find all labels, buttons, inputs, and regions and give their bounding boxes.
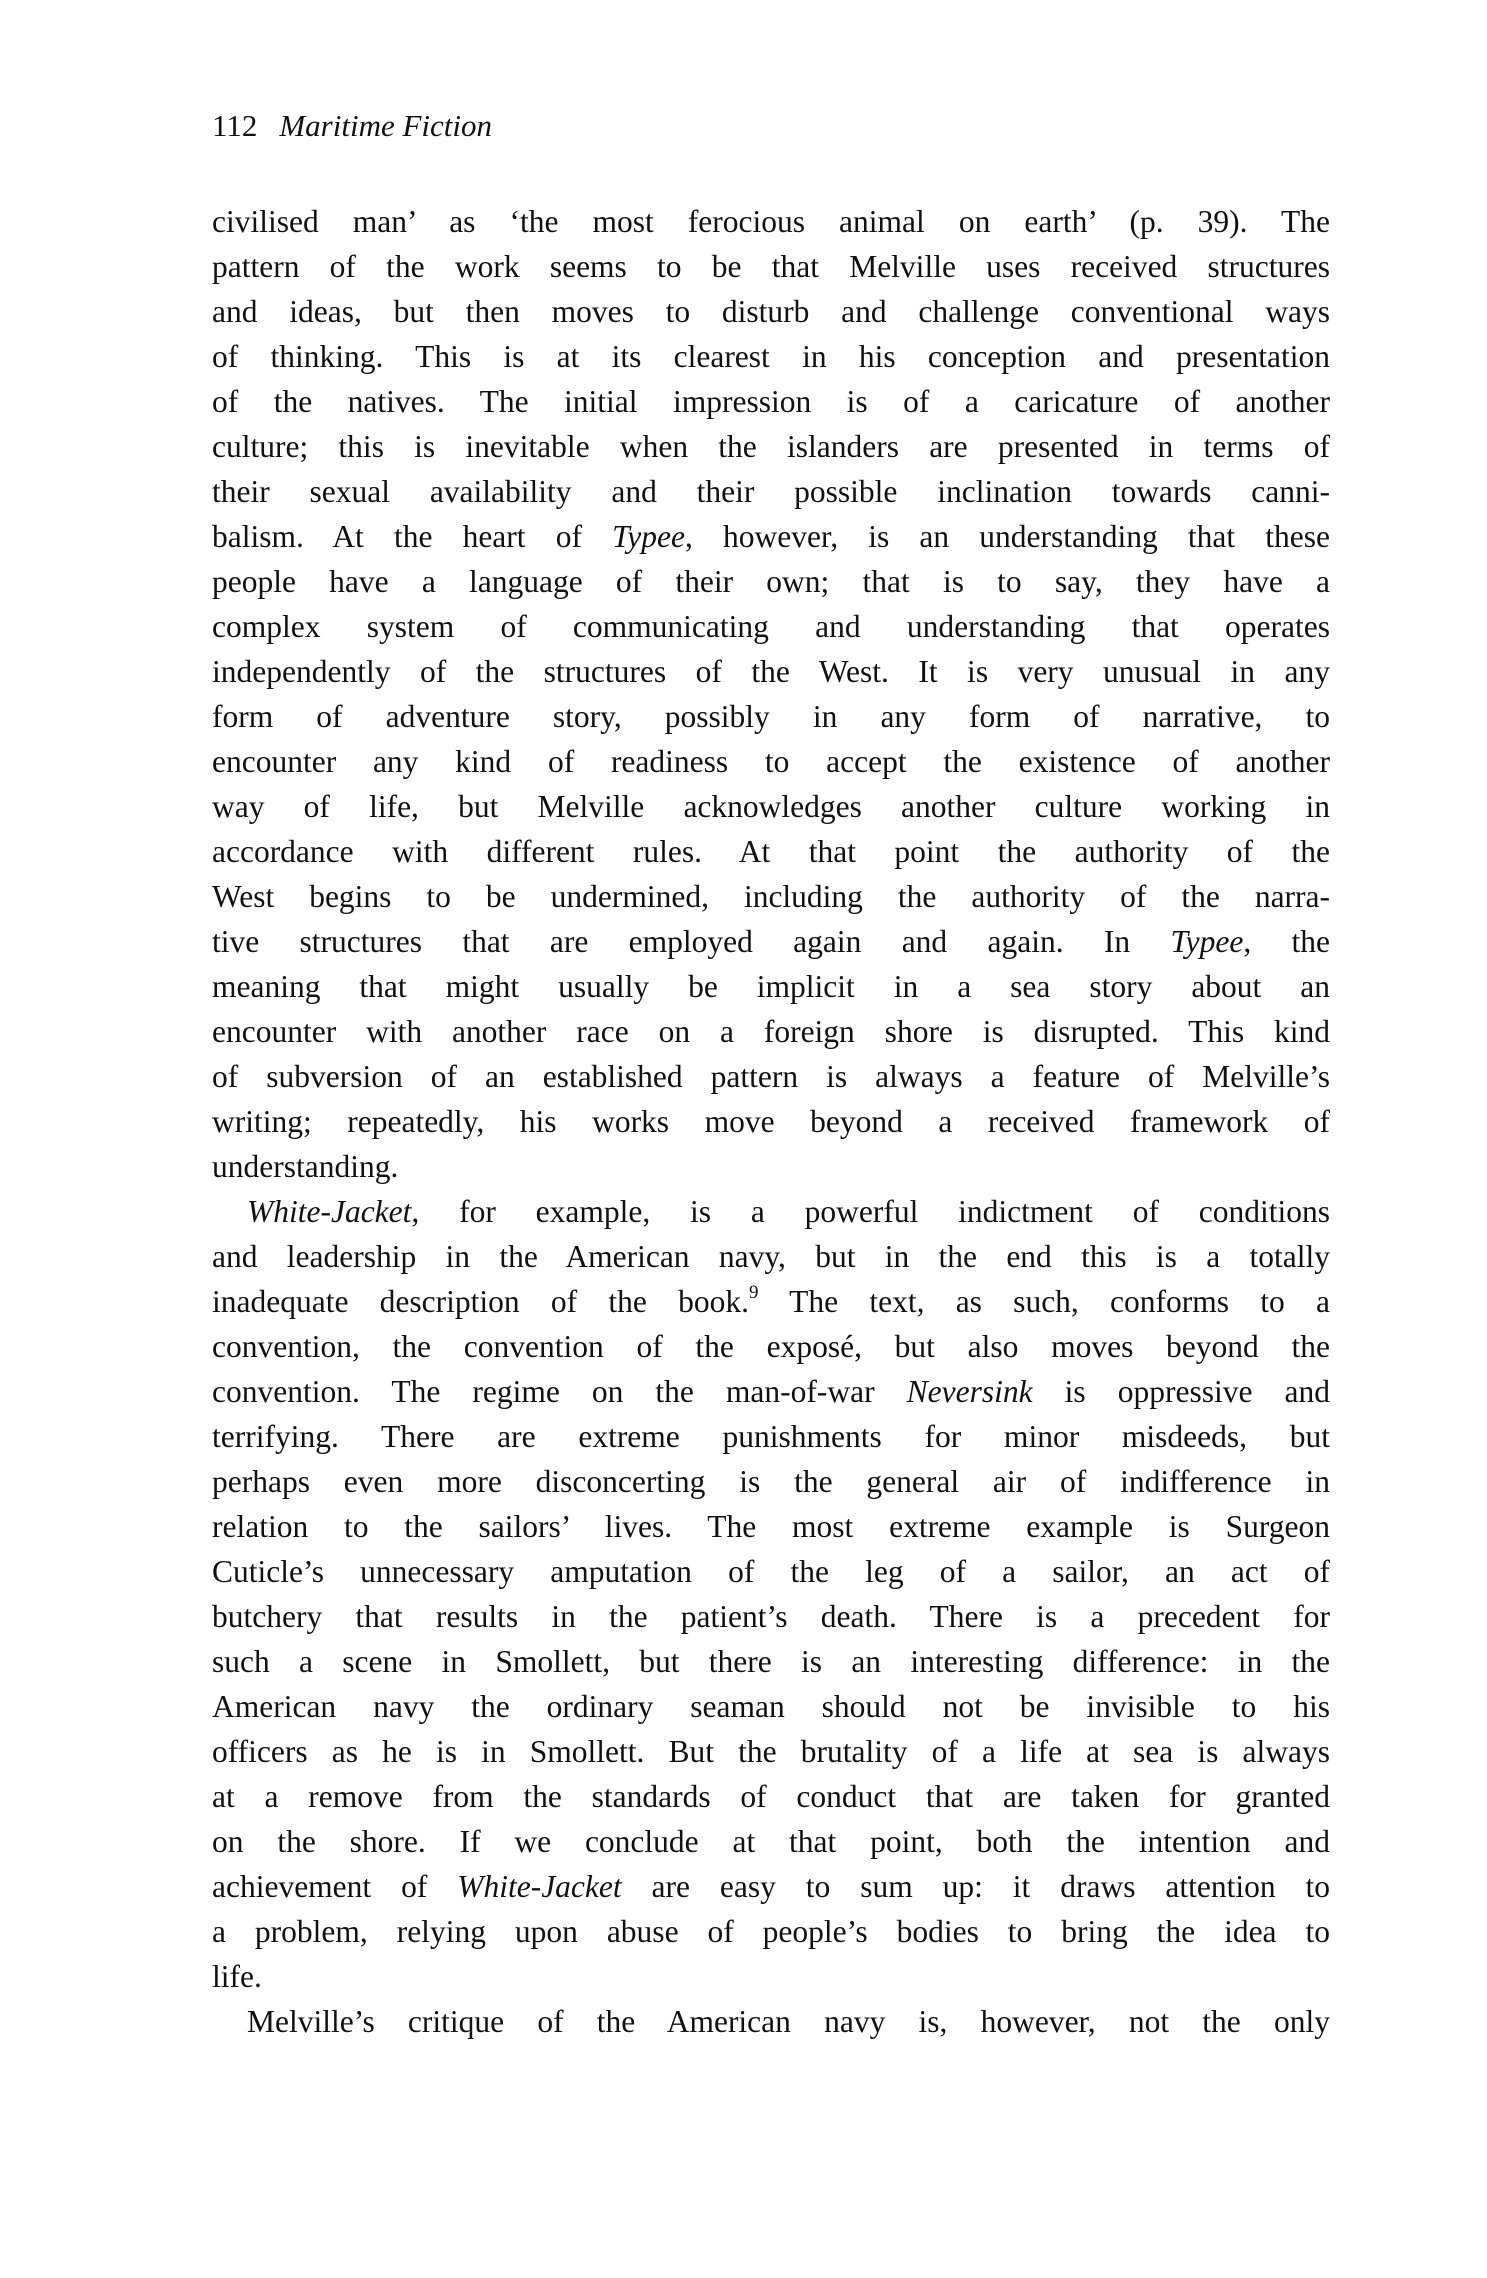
text-segment: , the — [1243, 924, 1331, 959]
text-line — [212, 694, 1330, 739]
text-segment: balism. At the heart of — [212, 519, 613, 554]
text-line — [212, 1594, 1330, 1639]
text-line — [212, 1639, 1330, 1684]
text-line — [212, 1999, 1330, 2044]
text-segment: civilised man’ as ‘the most ferocious animal on earth’ (p. 39). The — [212, 204, 1330, 239]
text-segment: is oppressive and — [1032, 1374, 1330, 1409]
text-segment: form of adventure story, possibly in any form of narrative, to — [212, 699, 1330, 734]
paragraph — [212, 199, 1330, 1189]
text-line — [212, 1144, 1330, 1189]
text-segment: complex system of communicating and understanding that operates — [212, 609, 1330, 644]
text-segment: and leadership in the American navy, but in the end this is a totally — [212, 1239, 1330, 1274]
text-segment: of thinking. This is at its clearest in his conception and presentation — [212, 339, 1330, 374]
text-segment: perhaps even more disconcerting is the general air of indifference in — [212, 1464, 1330, 1499]
text-segment: American navy the ordinary seaman should not be invisible to his — [212, 1689, 1330, 1724]
text-segment: encounter with another race on a foreign shore is disrupted. This kind — [212, 1014, 1330, 1049]
text-line — [212, 919, 1330, 964]
text-line — [212, 1324, 1330, 1369]
text-segment: independently of the structures of the West. It is very unusual in any — [212, 654, 1330, 689]
text-line — [212, 1414, 1330, 1459]
text-line — [212, 379, 1330, 424]
text-line — [212, 1189, 1330, 1234]
text-segment: of the natives. The initial impression is of a caricature of another — [212, 384, 1330, 419]
running-head-title: Maritime Fiction — [279, 108, 493, 143]
text-line — [212, 469, 1330, 514]
text-segment: understanding. — [212, 1149, 399, 1184]
text-segment: culture; this is inevitable when the islanders are presented in terms of — [212, 429, 1330, 464]
text-segment: Cuticle’s unnecessary amputation of the leg of a sailor, an act of — [212, 1554, 1330, 1589]
text-line — [212, 604, 1330, 649]
text-segment: writing; repeatedly, his works move beyond a received framework of — [212, 1104, 1330, 1139]
text-segment: such a scene in Smollett, but there is an interesting difference: in the — [212, 1644, 1330, 1679]
italic-title: Neversink — [906, 1374, 1033, 1409]
text-line — [212, 289, 1330, 334]
text-segment: pattern of the work seems to be that Melville uses received structures — [212, 249, 1330, 284]
text-line — [212, 874, 1330, 919]
text-line — [212, 199, 1330, 244]
text-line — [212, 1819, 1330, 1864]
text-line — [212, 1684, 1330, 1729]
text-line — [212, 784, 1330, 829]
text-segment: accordance with different rules. At that point the authority of the — [212, 834, 1330, 869]
text-segment: tive structures that are employed again and again. In — [212, 924, 1171, 959]
text-segment: The text, as such, conforms to a — [758, 1284, 1330, 1319]
text-line — [212, 424, 1330, 469]
paragraph — [212, 1189, 1330, 1999]
text-line — [212, 1954, 1330, 1999]
text-segment: convention. The regime on the man-of-war — [212, 1374, 907, 1409]
text-segment: convention, the convention of the exposé, but also moves beyond the — [212, 1329, 1330, 1364]
running-head — [212, 106, 492, 146]
text-line — [212, 1279, 1330, 1324]
italic-title: Typee — [612, 519, 685, 554]
text-segment: butchery that results in the patient’s death. There is a precedent for — [212, 1599, 1330, 1634]
text-line — [212, 514, 1330, 559]
text-line — [212, 1054, 1330, 1099]
text-segment: relation to the sailors’ lives. The most extreme example is Surgeon — [212, 1509, 1330, 1544]
text-line — [212, 1234, 1330, 1279]
text-line — [212, 1504, 1330, 1549]
text-line — [212, 1099, 1330, 1144]
text-segment: West begins to be undermined, including the authority of the narra- — [212, 879, 1330, 914]
text-segment: are easy to sum up: it draws attention to — [621, 1869, 1330, 1904]
text-segment: at a remove from the standards of conduct that are taken for granted — [212, 1779, 1330, 1814]
text-segment: on the shore. If we conclude at that point, both the intention and — [212, 1824, 1330, 1859]
text-segment: terrifying. There are extreme punishments for minor misdeeds, but — [212, 1419, 1330, 1454]
italic-title: White-Jacket — [247, 1194, 412, 1229]
paragraph — [212, 1999, 1330, 2044]
italic-title: Typee — [1170, 924, 1244, 959]
text-segment: way of life, but Melville acknowledges another culture working in — [212, 789, 1330, 824]
text-line — [212, 1729, 1330, 1774]
text-segment: a problem, relying upon abuse of people’s bodies to bring the idea to — [212, 1914, 1330, 1949]
text-line — [212, 1549, 1330, 1594]
text-segment: inadequate description of the book. — [212, 1284, 749, 1319]
text-segment: meaning that might usually be implicit in a sea story about an — [212, 969, 1330, 1004]
page-number: 112 — [212, 108, 258, 143]
text-line — [212, 739, 1330, 784]
text-line — [212, 559, 1330, 604]
text-line — [212, 829, 1330, 874]
text-line — [212, 1909, 1330, 1954]
text-segment: , for example, is a powerful indictment of conditions — [411, 1194, 1330, 1229]
text-segment: and ideas, but then moves to disturb and challenge conventional ways — [212, 294, 1330, 329]
text-segment: achievement of — [212, 1869, 458, 1904]
body-text — [212, 199, 1330, 2044]
text-line — [212, 964, 1330, 1009]
text-segment: people have a language of their own; that is to say, they have a — [212, 564, 1330, 599]
text-line — [212, 1009, 1330, 1054]
text-segment: their sexual availability and their possible inclination towards canni- — [212, 474, 1330, 509]
text-line — [212, 649, 1330, 694]
text-segment: life. — [212, 1959, 262, 1994]
text-segment: , however, is an understanding that these — [684, 519, 1330, 554]
text-line — [212, 244, 1330, 289]
text-segment: of subversion of an established pattern is always a feature of Melville’s — [212, 1059, 1330, 1094]
italic-title: White-Jacket — [457, 1869, 622, 1904]
text-line — [212, 1369, 1330, 1414]
text-segment: Melville’s critique of the American navy is, however, not the only — [247, 2004, 1330, 2039]
text-line — [212, 334, 1330, 379]
text-line — [212, 1774, 1330, 1819]
footnote-marker[interactable]: 9 — [748, 1281, 759, 1303]
text-segment: encounter any kind of readiness to accept the existence of another — [212, 744, 1330, 779]
text-segment: officers as he is in Smollett. But the brutality of a life at sea is always — [212, 1734, 1330, 1769]
text-line — [212, 1459, 1330, 1504]
text-line — [212, 1864, 1330, 1909]
